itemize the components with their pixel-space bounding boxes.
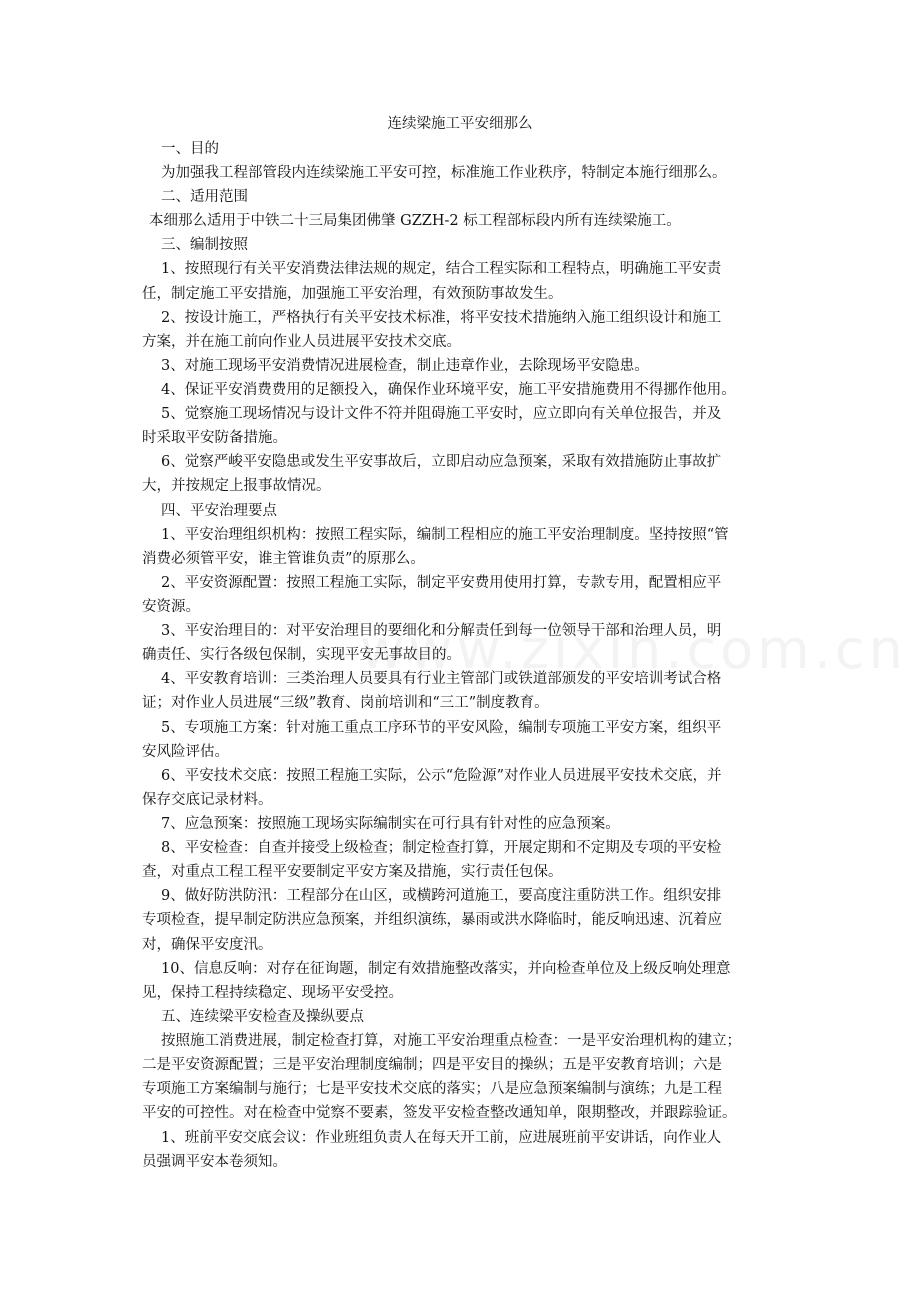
- paragraph-line: 4、平安教育培训：三类治理人员要具有行业主管部门或铁道部颁发的平安培训考试合格: [161, 671, 722, 687]
- paragraph-line: 专项施工方案编制与施行；七是平安技术交底的落实；八是应急预案编制与演练；九是工程: [142, 1081, 722, 1097]
- paragraph-line: 3、平安治理目的：对平安治理目的要细化和分解责任到每一位领导干部和治理人员，明: [161, 623, 722, 639]
- paragraph-line: 1、按照现行有关平安消费法律法规的规定，结合工程实际和工程特点，明确施工平安责: [161, 261, 722, 277]
- paragraph-line: 10、信息反响：对存在征询题，制定有效措施整改落实，并向检查单位及上级反响处理意: [161, 961, 731, 977]
- paragraph-line: 证；对作业人员进展“三级”教育、岗前培训和“三工”制度教育。: [142, 695, 549, 711]
- section-heading-scope: 二、适用范围: [161, 189, 248, 205]
- paragraph-line: 5、专项施工方案：针对施工重点工序环节的平安风险，编制专项施工平安方案，组织平: [161, 720, 722, 736]
- paragraph-line: 本细那么适用于中铁二十三局集团佛肇 GZZH-2 标工程部标段内所有连续梁施工。: [149, 213, 681, 229]
- paragraph-line: 6、觉察严峻平安隐患或发生平安事故后，立即启动应急预案，采取有效措施防止事故扩: [161, 454, 722, 470]
- paragraph-line: 见，保持工程持续稳定、现场平安受控。: [142, 985, 403, 1001]
- paragraph-line: 2、按设计施工，严格执行有关平安技术标准，将平安技术措施纳入施工组织设计和施工: [161, 310, 722, 326]
- paragraph-line: 1、平安治理组织机构：按照工程实际，编制工程相应的施工平安治理制度。坚持按照“管: [161, 527, 729, 543]
- paragraph-line: 4、保证平安消费费用的足额投入，确保作业环境平安，施工平安措施费用不得挪作他用。: [161, 382, 736, 398]
- paragraph-line: 消费必须管平安，谁主管谁负责”的原那么。: [142, 551, 425, 567]
- paragraph-line: 大，并按规定上报事故情况。: [142, 478, 331, 494]
- paragraph-line: 6、平安技术交底：按照工程施工实际，公示“危险源”对作业人员进展平安技术交底，并: [161, 768, 722, 784]
- paragraph-line: 为加强我工程部管段内连续梁施工平安可控，标准施工作业秩序，特制定本施行细那么。: [161, 165, 727, 181]
- paragraph-line: 任，制定施工平安措施，加强施工平安治理，有效预防事故发生。: [142, 286, 563, 302]
- paragraph-line: 安资源。: [142, 599, 200, 615]
- section-heading-purpose: 一、目的: [161, 141, 219, 157]
- paragraph-line: 查，对重点工程工程平安要制定平安方案及措施，实行责任包保。: [142, 864, 563, 880]
- paragraph-line: 专项检查，提早制定防洪应急预案，并组织演练，暴雨或洪水降临时，能反响迅速、沉着应: [142, 912, 722, 928]
- paragraph-line: 按照施工消费进展，制定检查打算，对施工平安治理重点检查：一是平安治理机构的建立；: [161, 1033, 741, 1049]
- paragraph-line: 9、做好防洪防汛：工程部分在山区，或横跨河道施工，要高度注重防洪工作。组织安排: [161, 888, 722, 904]
- section-heading-basis: 三、编制按照: [161, 237, 248, 253]
- paragraph-line: 保存交底记录材料。: [142, 792, 273, 808]
- paragraph-line: 7、应急预案：按照施工现场实际编制实在可行具有针对性的应急预案。: [161, 816, 620, 832]
- paragraph-line: 确责任、实行各级包保制，实现平安无事故目的。: [142, 647, 461, 663]
- section-heading-key-points: 四、平安治理要点: [161, 503, 277, 519]
- paragraph-line: 5、觉察施工现场情况与设计文件不符并阻碍施工平安时，应立即向有关单位报告，并及: [161, 406, 722, 422]
- paragraph-line: 时采取平安防备措施。: [142, 430, 287, 446]
- paragraph-line: 3、对施工现场平安消费情况进展检查，制止违章作业，去除现场平安隐患。: [161, 358, 649, 374]
- paragraph-line: 二是平安资源配置；三是平安治理制度编制；四是平安目的操纵；五是平安教育培训；六是: [142, 1057, 722, 1073]
- watermark: [360, 618, 907, 681]
- paragraph-line: 员强调平安本卷须知。: [142, 1154, 287, 1170]
- paragraph-line: 2、平安资源配置：按照工程施工实际，制定平安费用使用打算，专款专用，配置相应平: [161, 575, 722, 591]
- document-title: 连续梁施工平安细那么: [387, 116, 533, 132]
- section-heading-inspection: 五、连续梁平安检查及操纵要点: [161, 1009, 364, 1025]
- paragraph-line: 平安的可控性。对在检查中觉察不要素，签发平安检查整改通知单，限期整改，并跟踪验证。: [142, 1105, 737, 1121]
- paragraph-line: 8、平安检查：自查并接受上级检查；制定检查打算，开展定期和不定期及专项的平安检: [161, 840, 722, 856]
- paragraph-line: 安风险评估。: [142, 744, 229, 760]
- paragraph-line: 1、班前平安交底会议：作业班组负责人在每天开工前，应进展班前平安讲话，向作业人: [161, 1130, 722, 1146]
- paragraph-line: 方案，并在施工前向作业人员进展平安技术交底。: [142, 334, 461, 350]
- paragraph-line: 对，确保平安度汛。: [142, 937, 273, 953]
